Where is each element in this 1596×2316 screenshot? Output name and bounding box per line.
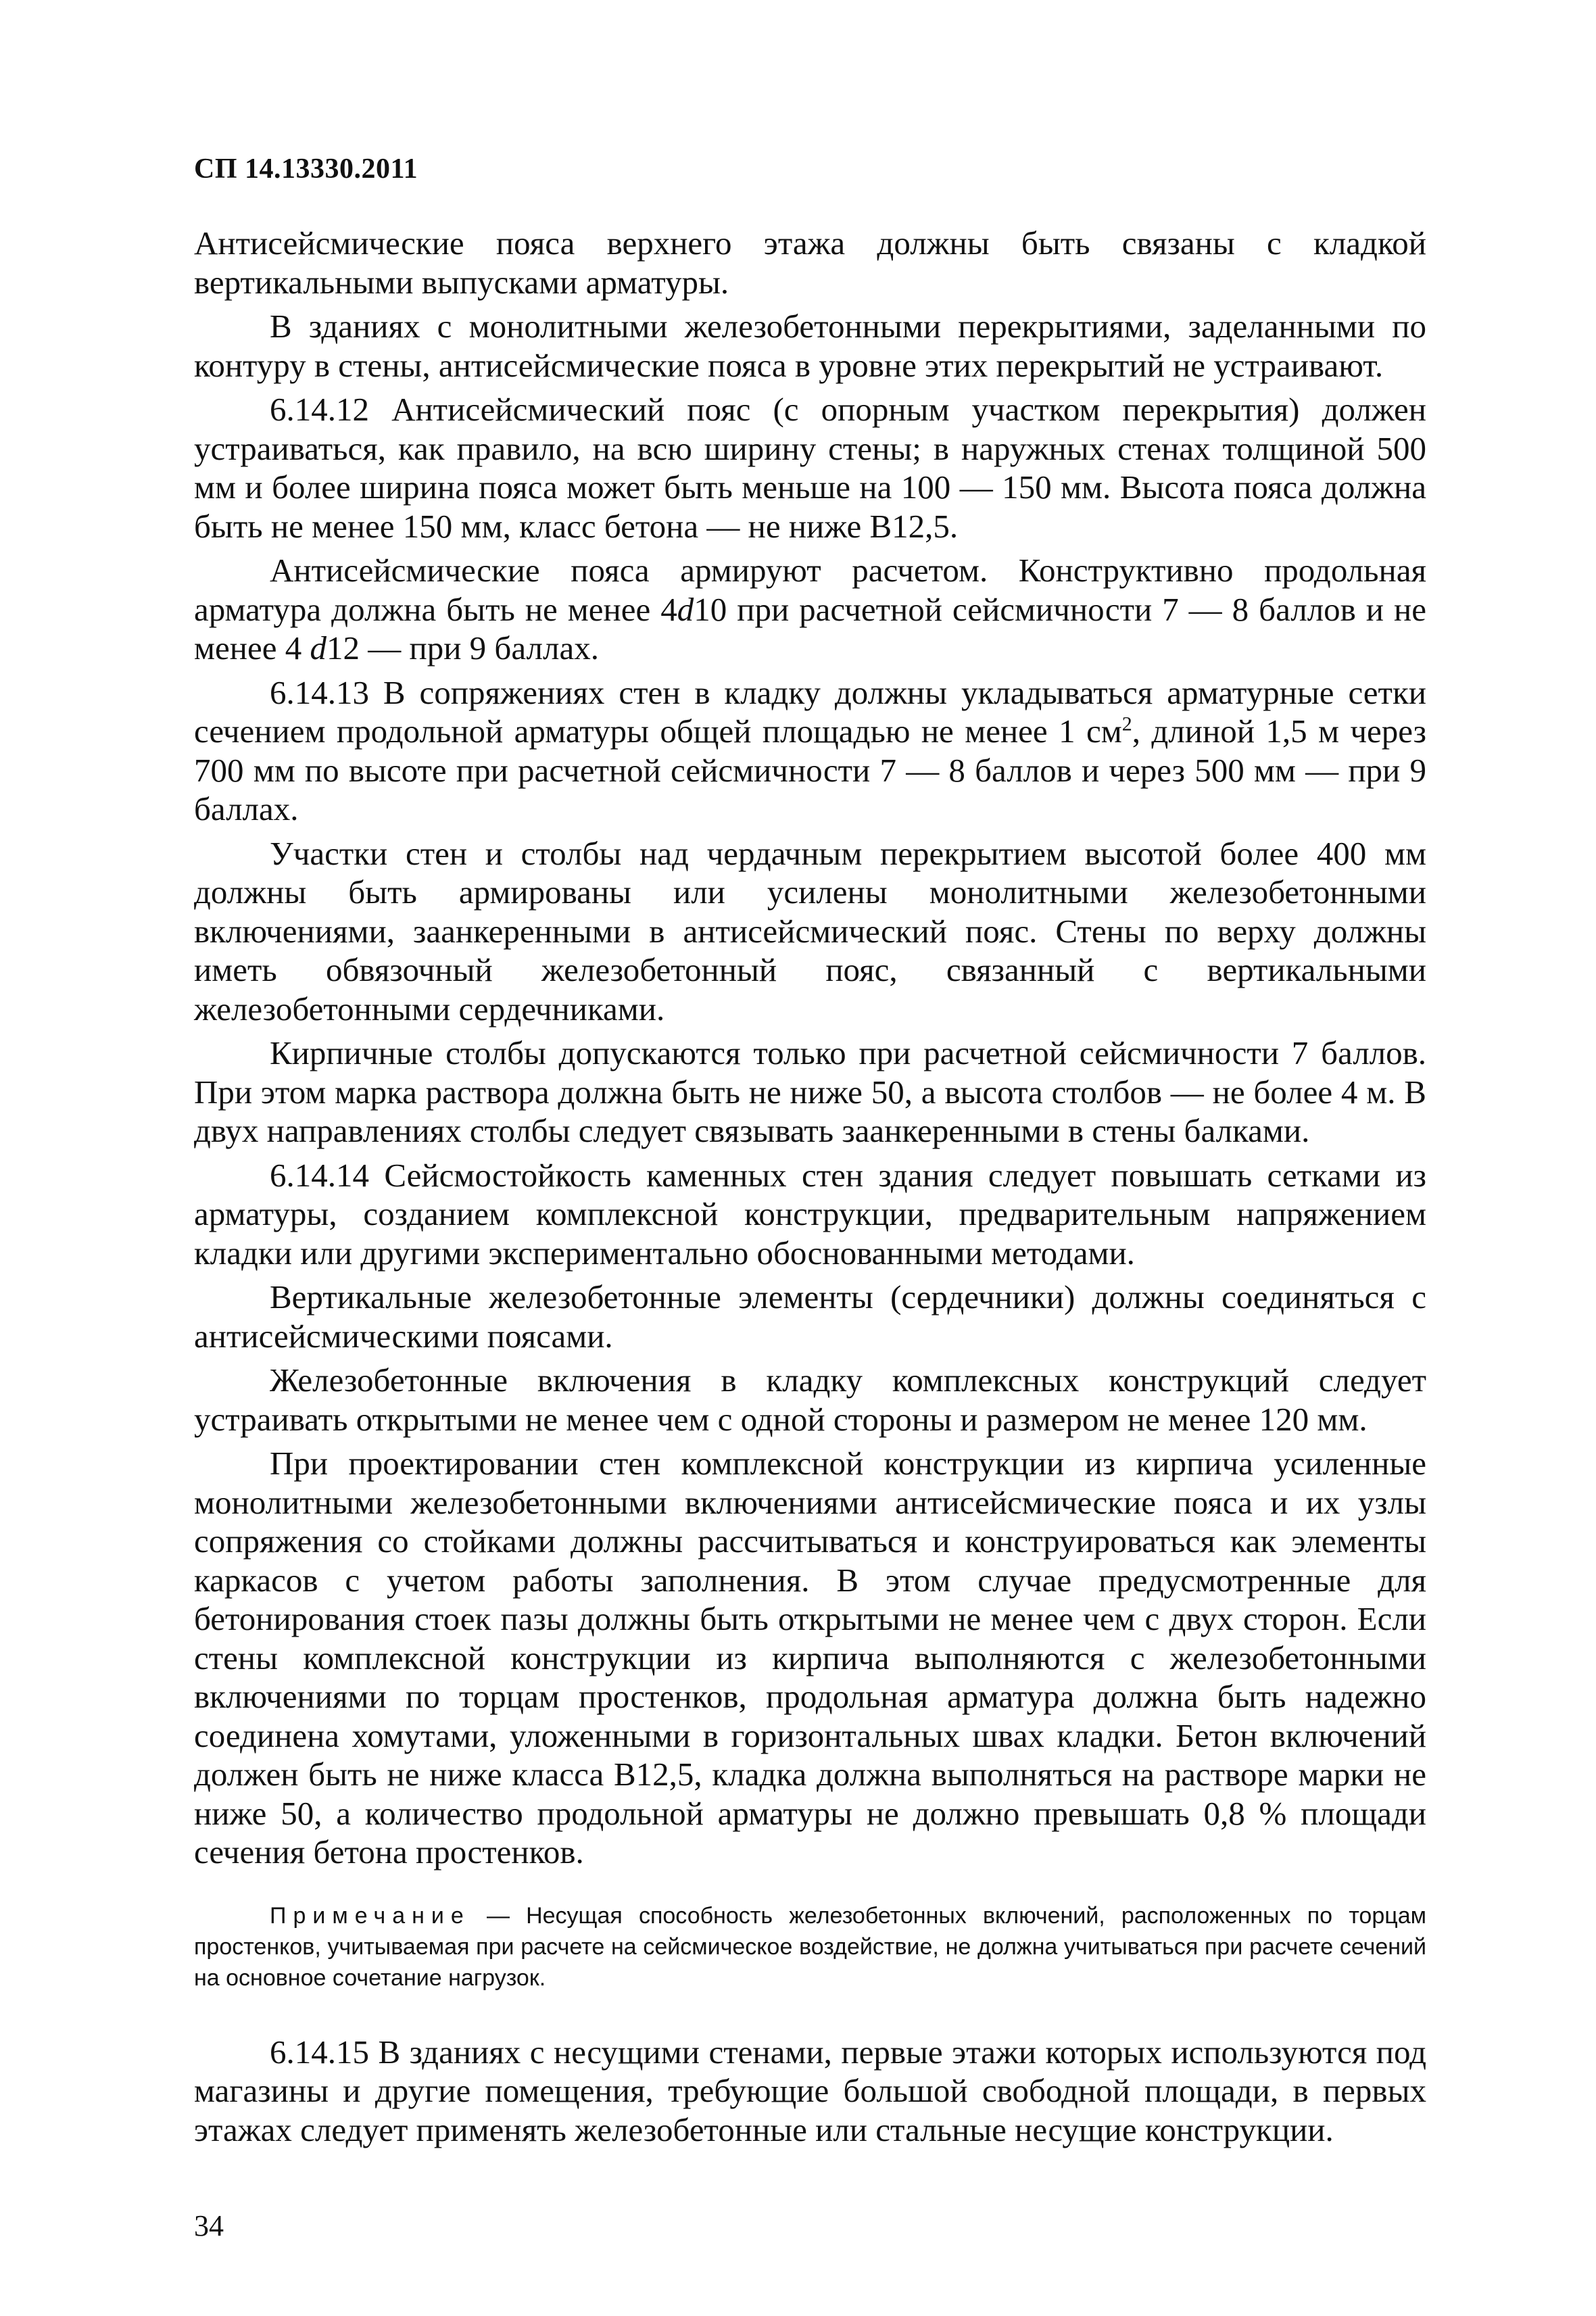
clause-6-14-13: 6.14.13 В сопряжениях стен в кладку должны укладываться арматурные сетки сечением продольной арматуры общей площадью не менее 1 $см^2$, длиной 1,5 м через 700 мм по высоте при расчетной сейсмичности 7 — 8 баллов и через 500 мм — при 9 баллах. — [194, 673, 1426, 827]
paragraph-attic-walls: Участки стен и столбы над чердачным перекрытием высотой более 400 мм должны быть армированы или усилены монолитными железобетонными включениями, заанкеренными в антисейсмический пояс. Стены по верху должны иметь обвязочный железобетонный пояс, связанный с вертикальными железобетонными сердечниками. — [194, 834, 1426, 1028]
paragraph-rc-inclusions: Железобетонные включения в кладку комплексных конструкций следует устраивать открытыми не менее чем с одной стороны и размером не менее 120 мм. — [194, 1361, 1426, 1438]
clause-6-14-12: 6.14.12 Антисейсмический пояс (с опорным участком перекрытия) должен устраиваться, как правило, на всю ширину стены; в наружных стенах толщиной 500 мм и более ширина пояса может быть меньше на 100 — 150 мм. Высота пояса должна быть не менее 150 мм, класс бетона — не ниже В12,5. — [194, 391, 1426, 545]
document-page — [194, 152, 1426, 2149]
page-number: 34 — [194, 2209, 224, 2242]
clause-6-14-14: 6.14.14 Сейсмостойкость каменных стен здания следует повышать сетками из арматуры, созданием комплексной конструкции, предварительным напряжением кладки или другими экспериментально обоснованными методами. — [194, 1156, 1426, 1272]
paragraph-monolithic-floors: В зданиях с монолитными железобетонными перекрытиями, заделанными по контуру в стены, антисейсмические пояса в уровне этих перекрытий не устраивают. — [194, 308, 1426, 384]
note-label: Примечание — [270, 1902, 470, 1929]
note-block — [194, 1900, 1426, 1994]
paragraph-vertical-cores: Вертикальные железобетонные элементы (сердечники) должны соединяться с антисейсмическими поясами. — [194, 1278, 1426, 1355]
note-text: — Несущая способность железобетонных включений, расположенных по торцам простенков, учитываемая при расчете на сейсмическое воздействие, не должна учитываться при расчете сечений на основное сочетание нагрузок. — [194, 1902, 1426, 1991]
paragraph-complex-construction-design: При проектировании стен комплексной конструкции из кирпича усиленные монолитными железобетонными включениями антисейсмические пояса и их узлы сопряжения со стойками должны рассчитываться и конструироваться как элементы каркасов с учетом работы заполнения. В этом случае предусмотренные для бетонирования стоек пазы должны быть открытыми не менее чем с двух сторон. Если стены комплексной конструкции из кирпича выполняются с железобетонными включениями по торцам простенков, продольная арматура должна быть надежно соединена хомутами, уложенными в горизонтальных швах кладки. Бетон включений должен быть не ниже класса В12,5, кладка должна выполняться на растворе марки не ниже 50, а количество продольной арматуры не должно превышать 0,8 % площади сечения бетона простенков. — [194, 1445, 1426, 1871]
paragraph-brick-columns: Кирпичные столбы допускаются только при расчетной сейсмичности 7 баллов. При этом марка раствора должна быть не ниже 50, а высота столбов — не более 4 м. В двух направлениях столбы следует связывать заанкеренными в стены балками. — [194, 1034, 1426, 1149]
clause-6-14-15: 6.14.15 В зданиях с несущими стенами, первые этажи которых используются под магазины и другие помещения, требующие большой свободной площади, в первых этажах следует применять железобетонные или стальные несущие конструкции. — [194, 2033, 1426, 2148]
paragraph-belt-reinforcement: Антисейсмические пояса армируют расчетом. Конструктивно продольная арматура должна быть не менее 4d10 при расчетной сейсмичности 7 — 8 баллов и не менее 4 d12 — при 9 баллах. — [194, 552, 1426, 667]
paragraph-antiseismic-belts-top-floor: Антисейсмические пояса верхнего этажа должны быть связаны с кладкой вертикальными выпусками арматуры. — [194, 224, 1426, 301]
document-code-header: СП 14.13330.2011 — [194, 153, 418, 185]
